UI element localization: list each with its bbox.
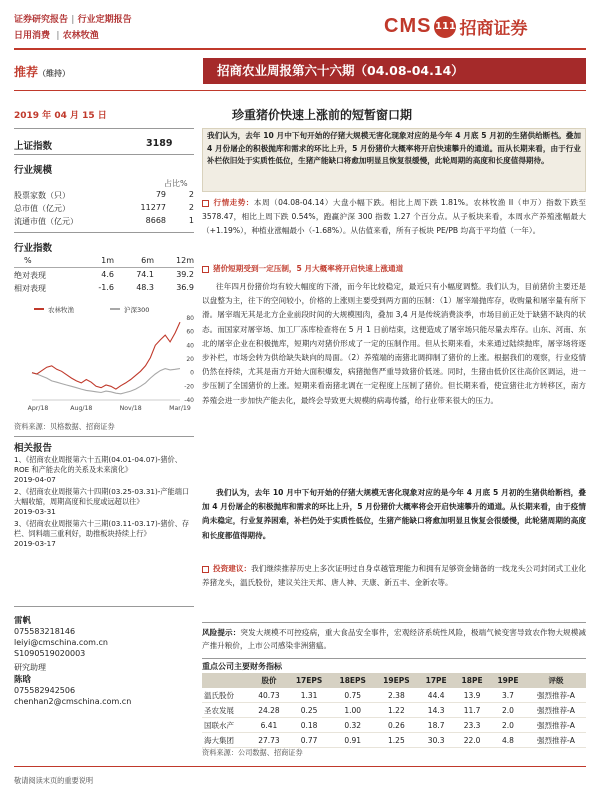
analyst2-email[interactable]: chenhan2@cmschina.com.cn (14, 697, 132, 706)
outlook-text: 我们认为，去年 10 月中下旬开始的仔猪大规模无害化现象对应的是今年 4 月底 5 月初的生猪供给断档，叠加 4 月份屠企的积极抛库和需求的环比上升，5 月份猪价大概率将会开启快速攀升的通道。从长期来看，由于疫情尚未稳定，行业复养困难，补栏仍处于实质性低位，生猪产能缺口将愈加明显且恢复会很缓慢，此轮猪周期的高度和长度都值得期待。 (202, 488, 586, 540)
tag-securities-report: 证券研究报告 (14, 15, 69, 25)
sector-tags: 日用消费 | 农林牧渔 (14, 31, 99, 41)
y-tick-label: -20 (184, 383, 194, 391)
rating-sub: （维持） (38, 69, 71, 78)
table-title: 重点公司主要财务指标 (202, 662, 282, 671)
scale-row: 总市值（亿元） 11277 2 (14, 203, 194, 213)
chart-source: 资料来源：贝格数据、招商证券 (14, 422, 115, 431)
logo-cn-text: 招商证券 (459, 19, 528, 39)
related-title: 相关报告 (14, 443, 53, 454)
report-type-tags: 证券研究报告 | 行业定期报告 (14, 15, 132, 25)
table-rule (202, 658, 586, 659)
rating-label: 推荐 (14, 65, 39, 79)
index-label: 上证指数 (14, 141, 53, 152)
analyst1-email[interactable]: leiyi@cmschina.com.cn (14, 638, 108, 647)
legend-swatch-agri (34, 308, 44, 310)
logo-cms-text: CMS (384, 15, 432, 37)
report-title-banner (203, 58, 586, 84)
performance-chart (14, 290, 196, 418)
rating (14, 63, 70, 80)
investment-advice-section (202, 562, 586, 620)
sidebar-rule-3 (14, 232, 194, 233)
scale-row: 流通市值（亿元） 8668 1 (14, 216, 194, 226)
table-row: 温氏股份 40.73 1.31 0.75 2.38 44.4 13.9 3.7 强烈推荐-A (202, 688, 586, 703)
scale-table (14, 190, 194, 229)
footer-rule (14, 766, 586, 767)
report-title: 招商农业周报第六十六期（04.08-04.14） (217, 63, 464, 78)
report-date: 2019 年 04 月 15 日 (14, 111, 107, 121)
sidebar-rule-2 (14, 154, 194, 155)
analyst2-phone: 075582942506 (14, 686, 76, 695)
financials-table (202, 673, 586, 748)
footer-note: 敬请阅读末页的重要说明 (14, 776, 94, 785)
banner-rule (14, 90, 586, 91)
table-header-row: 股价 17EPS 18EPS 19EPS 17PE 18PE 19PE 评级 (202, 673, 586, 688)
analyst2-name: 陈晗 (14, 675, 32, 685)
x-tick-label: Apr/18 (27, 405, 49, 412)
price-analysis-text: 往年四月份猪价均有较大幅度的下滑，而今年比较稳定，最近只有小幅度调整。我们认为，目前猪价主要还是以盘整为主，往下的空间较小，价格的上涨则主要受到两方面的压制：（1）屠宰端抛库存，收购量和屠宰量有所下滑。屠宰端无其是北方企业前段时间的大规模囤肉，叠加 3,4 月是传统消费淡季，市场目前正处于缺猪不缺肉的状态。而国家对屠宰场、加工厂冻库检查将在 5 月 1 日前结束，这便造成了屠宰场只能尽量去库存。山东、河南、东北的屠宰企业在积极抛库，短期内对猪价形成了一定的压制作用。但从长期来看，未来通过陆续抛库，屠宰场将逐步补栏，市场会转为供给缺失缺向的局面。（2）养殖端的南猪北调抑制了猪价的上涨。根据我们的观察，行业疫情仍然在持续，尤其是南方开始大面积爆发，病猪抛售严重导致猪价低迷。同时，生猪由低价区往高价区调运，进一步压制了全国猪价的上涨。短期来看南猪北调在一定程度上压制了猪价。但长期来看，使宜猪往北方转移区，南方养殖会进一步加快产能去化，最终会导致更大规模的病毒传播，给行业带来很大的压力。 (202, 282, 586, 405)
table-source: 资料来源：公司数据、招商证券 (202, 748, 303, 757)
tag-agriculture: 农林牧渔 (62, 31, 99, 41)
risk-lead: 风险提示： (202, 628, 241, 637)
perf-header-row: % 1m 6m 12m (14, 256, 194, 268)
x-tick-label: Mar/19 (169, 405, 191, 412)
scale-unit: 占比% (164, 179, 188, 188)
legend-hs300: 沪深300 (124, 306, 150, 314)
perf-title: 行业指数 (14, 243, 53, 254)
legend-swatch-hs300 (110, 308, 120, 310)
x-tick-label: Aug/18 (70, 405, 93, 412)
risk-rule (202, 622, 586, 623)
series-line-agri (32, 322, 180, 389)
x-tick-label: Nov/18 (119, 405, 142, 412)
sidebar-rule-5 (14, 606, 194, 607)
section-heading-text: 猪价短期受到一定压制，5 月大概率将开启快速上涨通道 (213, 264, 404, 273)
cms-logo (384, 14, 527, 39)
section-heading (202, 262, 586, 276)
risk-section (202, 626, 586, 656)
outlook-paragraph (202, 486, 586, 558)
logo-badge-icon: 111 (434, 16, 456, 38)
summary-box (202, 128, 586, 192)
investment-advice-text: 我们继续推荐历史上多次证明过自身卓越管理能力和拥有足够资金储备的一线龙头公司封闭式工业化养猪龙头，温氏股份，建议关注天邦、唐人神、天康、新五丰、金新农等。 (202, 564, 586, 588)
related-report-item[interactable]: 1、《招商农业周报第六十五期(04.01-04.07)-猪价、ROE 和产能去化的关系及未来演化》 2019-04-07 (14, 455, 182, 484)
price-analysis-paragraph (202, 280, 586, 484)
sidebar-top-rule (14, 128, 194, 129)
bullet-icon (202, 200, 209, 207)
y-tick-label: 20 (186, 356, 194, 363)
table-row: 国联水产 6.41 0.18 0.32 0.26 18.7 23.3 2.0 强烈推荐-A (202, 718, 586, 733)
table-row: 圣农发展 24.28 0.25 1.00 1.22 14.3 11.7 2.0 强烈推荐-A (202, 703, 586, 718)
scale-row: 股票家数（只） 79 2 (14, 190, 194, 200)
related-report-item[interactable]: 3、《招商农业周报第六十三期(03.11-03.17)-猪价、存栏、饲料端三重利好，助推板块持续上行》 2019-03-17 (14, 519, 190, 548)
y-tick-label: 0 (190, 369, 194, 377)
financials-table-wrap (202, 673, 586, 748)
related-report-item[interactable]: 2、《招商农业周报第六十四期(03.25-03.31)-产能端口大幅收缩，周期高度和长度或远超以往》 2019-03-31 (14, 487, 190, 516)
report-subtitle: 珍重猪价快速上涨前的短暂窗口期 (232, 108, 413, 122)
perf-row-absolute: 绝对表现 4.6 74.1 39.2 (14, 270, 194, 280)
risk-text: 突发大规模不可控疫病，重大食品安全事件，宏观经济系统性风险，极端气候变害导致农作物大规模减产推升粮价，上市公司感染非洲猪瘟。 (202, 628, 586, 650)
tag-consumer: 日用消费 (14, 31, 51, 41)
analyst-info (14, 614, 194, 707)
analyst1-name: 雷帆 (14, 616, 32, 626)
market-trend-text: 本周（04.08-04.14）大盘小幅下跌。相比上周下跌 1.81%。农林牧渔 II（申万）指数下跌至 3578.47，相比上周下跌 0.54%，跑赢沪深 300 指数 1.27 个百分点。从子板块来看，本周水产养殖涨幅最大（+1.19%），种植业涨幅最小（-1.68%）。从估值来看，所有子板块 PE/PB 均高于平均值（一年）。 (202, 198, 586, 236)
assistant-label: 研究助理 (14, 663, 46, 672)
analyst1-phone: 075583218146 (14, 627, 76, 636)
header-rule (14, 48, 586, 50)
y-tick-label: 80 (186, 315, 194, 322)
market-trend-lead: 行情走势： (213, 198, 254, 207)
legend-agri: 农林牧渔 (48, 306, 74, 314)
index-value: 3189 (146, 138, 173, 149)
tag-industry-periodic: 行业定期报告 (77, 15, 132, 25)
analyst1-id: S1090519020003 (14, 649, 86, 658)
y-tick-label: 40 (186, 342, 194, 350)
table-row: 海大集团 27.73 0.77 0.91 1.25 30.3 22.0 4.8 强烈推荐-A (202, 733, 586, 748)
bullet-icon (202, 566, 209, 573)
related-reports (14, 455, 194, 549)
sidebar-rule-4 (14, 436, 194, 437)
perf-row-relative: 相对表现 -1.6 48.3 36.9 (14, 283, 194, 293)
series-line-hs300 (32, 369, 180, 394)
investment-advice-lead: 投资建议： (213, 564, 252, 573)
scale-title: 行业规模 (14, 165, 53, 176)
market-trend-section (202, 196, 586, 258)
summary-text: 我们认为，去年 10 月中下旬开始的仔猪大规模无害化现象对应的是今年 4 月底 5 月初的生猪供给断档。叠加 4 月份屠企的积极抛库和需求的环比上升，5 月份猪价大概率将开启快速攀升的通道。而从长期来看，由于行业补栏依旧处于实质性低位，生猪产能缺口将愈加明显且恢复很缓慢，此轮周期的高度和长度值得期待。 (207, 131, 581, 165)
y-tick-label: 60 (186, 328, 194, 336)
y-tick-label: -40 (184, 397, 194, 404)
bullet-icon (202, 266, 209, 273)
